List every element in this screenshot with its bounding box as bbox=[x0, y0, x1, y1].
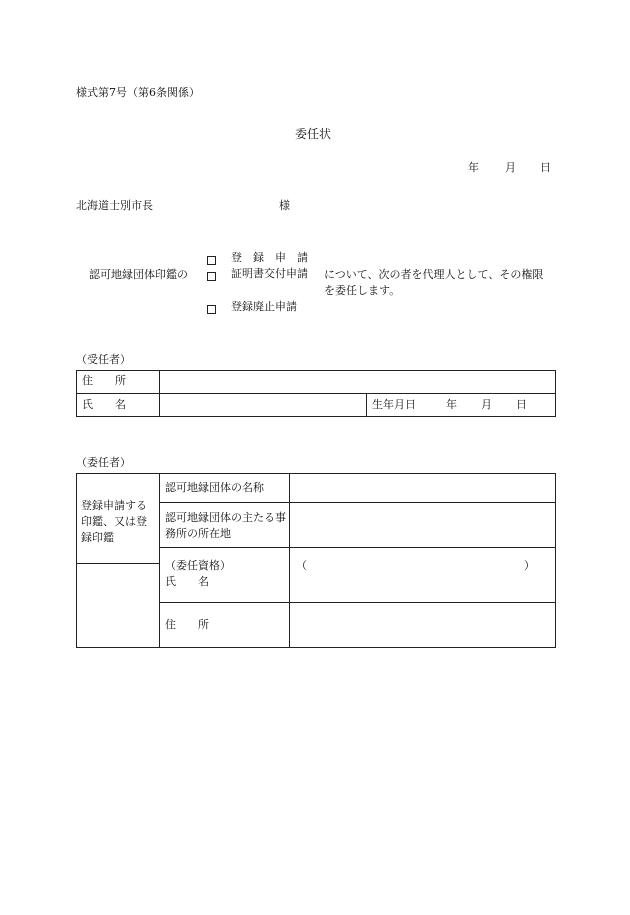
checkbox-icon bbox=[207, 305, 216, 314]
proxy-heading: （受任者） bbox=[76, 353, 131, 366]
principal-heading: （委任者） bbox=[76, 456, 131, 469]
request-lead: 認可地縁団体印鑑の bbox=[89, 268, 188, 281]
option-register: 登 録 申 請 bbox=[231, 251, 308, 264]
paren-close: ） bbox=[524, 559, 535, 572]
proxy-address-label: 住 所 bbox=[82, 374, 126, 387]
option-abolish: 登録廃止申請 bbox=[231, 300, 297, 313]
proxy-name-field[interactable] bbox=[160, 394, 365, 416]
col-divider bbox=[366, 393, 367, 417]
org-name-label: 認可地縁団体の名称 bbox=[165, 481, 264, 494]
request-tail-2: を委任します。 bbox=[324, 284, 401, 297]
org-office-field[interactable] bbox=[290, 503, 555, 546]
principal-name-field[interactable] bbox=[290, 548, 555, 601]
checkbox-certificate[interactable] bbox=[207, 270, 216, 285]
principal-address-label: 住 所 bbox=[165, 618, 209, 631]
date-month: 月 bbox=[505, 161, 516, 174]
date-day: 日 bbox=[540, 161, 551, 174]
proxy-name-label: 氏 名 bbox=[82, 398, 126, 411]
org-name-field[interactable] bbox=[290, 474, 555, 501]
proxy-address-field[interactable] bbox=[160, 371, 555, 392]
principal-address-field[interactable] bbox=[290, 603, 555, 647]
option-certificate: 証明書交付申請 bbox=[231, 267, 308, 280]
seal-impression-area[interactable] bbox=[77, 564, 158, 647]
checkbox-icon bbox=[207, 272, 216, 281]
paren-open: （ bbox=[296, 559, 307, 572]
checkbox-icon bbox=[207, 256, 216, 265]
date-year: 年 bbox=[468, 161, 479, 174]
addressee-name: 北海道士別市長 bbox=[76, 199, 153, 212]
checkbox-register[interactable] bbox=[207, 254, 216, 269]
seal-label: 登録申請する印鑑、又は登録印鑑 bbox=[81, 499, 147, 544]
col-divider bbox=[159, 473, 160, 648]
birth-year: 年 bbox=[446, 398, 457, 411]
principal-name-label: 氏 名 bbox=[165, 575, 209, 588]
birth-day: 日 bbox=[516, 398, 527, 411]
request-tail-1: について、次の者を代理人として、その権限 bbox=[324, 268, 544, 281]
birth-month: 月 bbox=[481, 398, 492, 411]
form-id: 様式第7号（第6条関係） bbox=[76, 86, 200, 99]
org-office-label: 認可地縁団体の主たる事務所の所在地 bbox=[165, 511, 286, 540]
checkbox-abolish[interactable] bbox=[207, 303, 216, 318]
qualification-label: （委任資格） bbox=[165, 559, 231, 572]
birth-label: 生年月日 bbox=[372, 398, 416, 411]
addressee-honorific: 様 bbox=[279, 199, 290, 212]
document-title: 委任状 bbox=[295, 127, 332, 141]
